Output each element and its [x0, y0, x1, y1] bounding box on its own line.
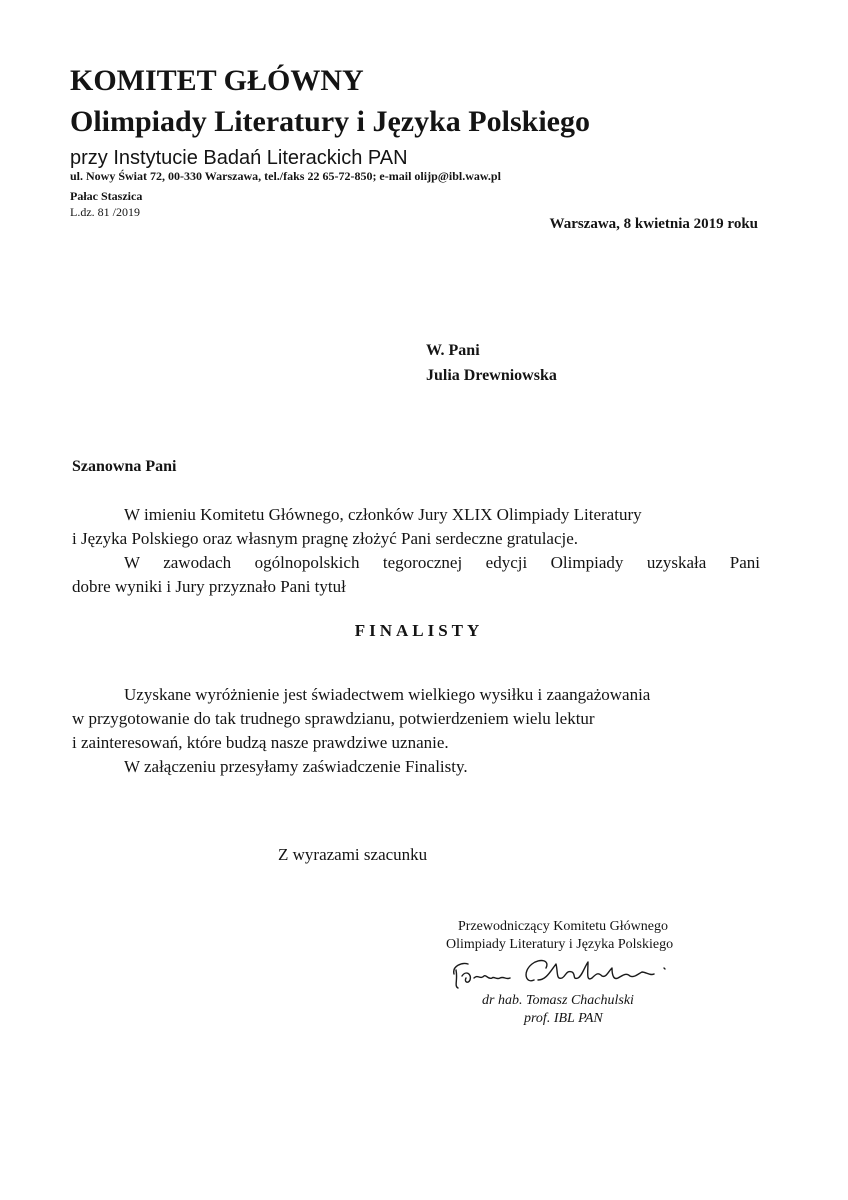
signatory-name: dr hab. Tomasz Chachulski [482, 993, 634, 1008]
greeting: Szanowna Pani [72, 458, 177, 475]
palace-line: Pałac Staszica [70, 189, 143, 203]
reference-number: L.dz. 81 /2019 [70, 205, 140, 219]
olympiad-heading: Olimpiady Literatury i Języka Polskiego [70, 105, 590, 138]
address-line: ul. Nowy Świat 72, 00-330 Warszawa, tel./faks 22 65-72-850; e-mail olijp@ibl.waw.pl [70, 169, 501, 183]
award-title: FINALISTY [354, 621, 484, 640]
paragraph1-line2: i Języka Polskiego oraz własnym pragnę złożyć Pani serdeczne gratulacje. [72, 529, 579, 548]
committee-heading: KOMITET GŁÓWNY [70, 64, 364, 97]
institute-subheading: przy Instytucie Badań Literackich PAN [70, 147, 408, 169]
signatory-title: prof. IBL PAN [524, 1011, 603, 1026]
letter-date: Warszawa, 8 kwietnia 2019 roku [549, 216, 758, 232]
signatory-role-line1: Przewodniczący Komitetu Głównego [458, 919, 668, 934]
handwritten-signature [446, 950, 686, 994]
paragraph1-line1: W imieniu Komitetu Głównego, członków Jury XLIX Olimpiady Literatury [124, 505, 642, 524]
paragraph4: W załączeniu przesyłamy zaświadczenie Finalisty. [124, 757, 468, 776]
paragraph2-line1: W zawodach ogólnopolskich tegorocznej edycji Olimpiady uzyskała Pani [124, 553, 760, 572]
paragraph3-line3: i zainteresowań, które budzą nasze prawdziwe uznanie. [72, 733, 449, 752]
signatory-role-line2: Olimpiady Literatury i Języka Polskiego [446, 937, 674, 952]
paragraph3-line2: w przygotowanie do tak trudnego sprawdzianu, potwierdzeniem wielu lektur [72, 709, 595, 728]
closing-phrase: Z wyrazami szacunku [278, 845, 428, 864]
paragraph3-line1: Uzyskane wyróżnienie jest świadectwem wielkiego wysiłku i zaangażowania [124, 685, 651, 704]
paragraph2-line2: dobre wyniki i Jury przyznało Pani tytuł [72, 577, 346, 596]
recipient-salutation: W. Pani [426, 342, 480, 359]
recipient-name: Julia Drewniowska [426, 367, 557, 384]
